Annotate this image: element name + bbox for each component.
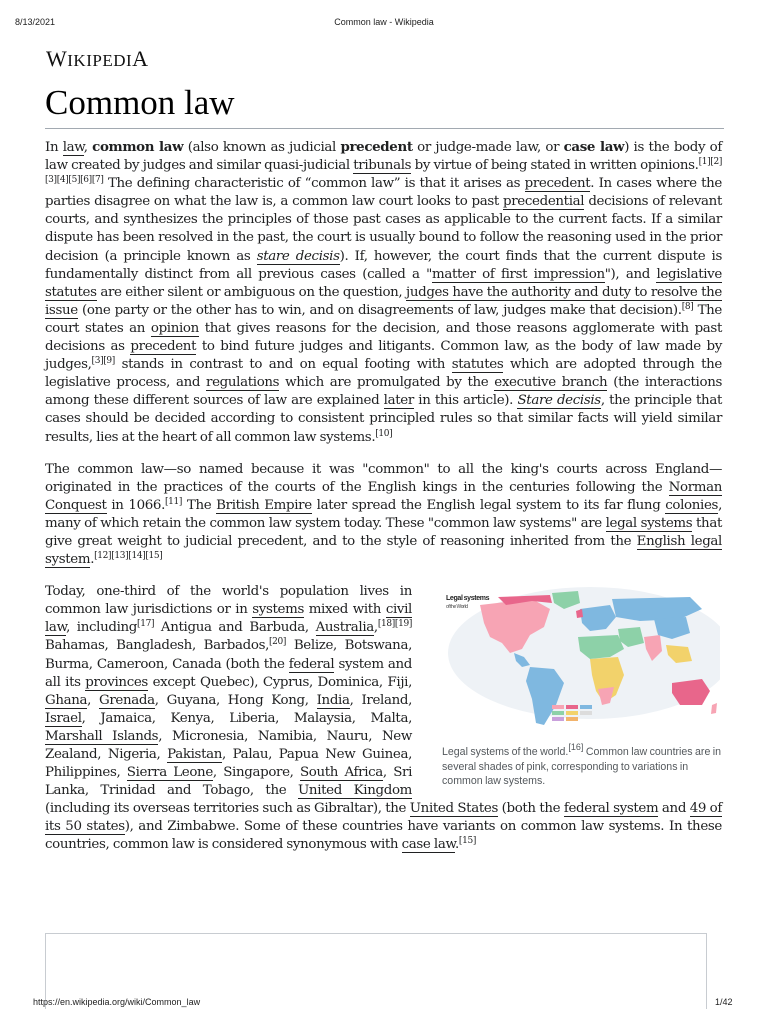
link-israel[interactable]: Israel (45, 710, 82, 726)
map-legend-7 (552, 717, 564, 721)
link-british-empire[interactable]: British Empire (216, 497, 312, 513)
print-url: https://en.wikipedia.org/wiki/Common_law (33, 997, 201, 1007)
link-regulations[interactable]: regulations (206, 375, 280, 391)
ref-13[interactable]: [13] (111, 551, 129, 562)
figure-caption: Legal systems of the world.[16] Common law countries are in several shades of pink, corresponding to variations in common law systems. (442, 742, 722, 788)
link-colonies[interactable]: colonies (665, 497, 719, 513)
map-legend-4 (552, 711, 564, 715)
map-figure (440, 587, 722, 789)
map-legend-8 (566, 717, 578, 721)
ref-19[interactable]: [19] (394, 619, 412, 630)
print-date: 8/13/2021 (15, 17, 56, 27)
link-systems[interactable]: systems (252, 602, 304, 618)
ref-10[interactable]: [10] (375, 428, 393, 439)
link-stare-decisis[interactable]: stare decisis (256, 248, 340, 264)
link-opinion[interactable]: opinion (150, 320, 199, 336)
map-title-line1: Legal systems (446, 595, 490, 603)
ref-17[interactable]: [17] (137, 619, 155, 630)
link-india[interactable]: India (316, 692, 350, 708)
map-legend-3 (580, 705, 592, 709)
link-english-legal-system[interactable]: English legal system (45, 533, 722, 568)
ref-15[interactable]: [15] (145, 551, 163, 562)
ref-12[interactable]: [12] (94, 551, 112, 562)
link-provinces[interactable]: provinces (85, 674, 148, 690)
page-title: Common law (45, 83, 235, 122)
link-stare-decisis-2[interactable]: Stare decisis (517, 393, 601, 409)
link-executive-branch[interactable]: executive branch (494, 375, 608, 391)
link-legislative-statutes[interactable]: legislative statutes (45, 266, 722, 300)
ref-4[interactable]: [4] (56, 175, 69, 186)
print-page-number: 1/42 (715, 997, 733, 1007)
map-legend-1 (552, 705, 564, 709)
logo-w: W (46, 46, 68, 71)
ref-3[interactable]: [3] (45, 175, 57, 186)
map-legend-6 (580, 711, 592, 715)
map-title-line2: of the World (446, 604, 468, 611)
link-norman-conquest[interactable]: Norman Conquest (45, 479, 722, 513)
ref-7[interactable]: [7] (91, 175, 104, 186)
link-judges-authority[interactable]: judges have the authority and duty to resolve the issue (45, 284, 722, 318)
link-pakistan[interactable]: Pakistan (167, 747, 223, 762)
link-case-law[interactable]: case law (563, 139, 625, 155)
ref-3b[interactable]: [3] (91, 356, 104, 367)
term-case-law[interactable] (564, 139, 625, 155)
link-federal-system[interactable]: federal system (563, 801, 659, 817)
logo-a: A (132, 46, 149, 71)
link-49-states[interactable]: 49 of its 50 states (45, 801, 722, 835)
term-precedent: precedent (340, 139, 413, 155)
link-federal[interactable]: federal (288, 656, 335, 672)
link-precedent-2[interactable]: precedent (130, 339, 197, 355)
link-law[interactable]: law (62, 140, 84, 155)
article-body (45, 138, 722, 855)
link-ghana[interactable]: Ghana (45, 692, 88, 708)
ref-1[interactable]: [1] (698, 157, 711, 168)
link-united-states[interactable]: United States (409, 801, 498, 817)
link-united-kingdom[interactable]: United Kingdom (297, 783, 413, 799)
ref-15b[interactable]: [15] (458, 836, 476, 847)
link-precedential[interactable]: precedential (503, 194, 585, 210)
paragraph-history: The common law—so named because it was "common" to all the king's courts across England—originated in the practices of the courts of the English kings in the centuries following the Norman Conquest in 1066.[11] The British Empire later spread the English legal system to its far flung colonies, many of which retain the common law system today. These "common law systems" are legal systems that give great weight to judicial precedent, and to the style of reasoning inherited from the English legal system.[12][13][14][15] (45, 461, 722, 568)
map-legend-5 (566, 711, 578, 715)
print-doc-title: Common law - Wikipedia (334, 17, 434, 27)
link-sierra-leone[interactable]: Sierra Leone (126, 765, 213, 781)
ref-6[interactable]: [6] (80, 175, 92, 186)
paragraph-intro: In law, common law (also known as judicial precedent or judge-made law, or case law) is the body of law created by judges and similar quasi-judicial tribunals by virtue of being stated in written opinions.[1][2][3][4][5][6][7] The defining characteristic of “common law” is that it arises as precedent. In cases where the parties disagree on what the law is, a common law court looks to past precedential decisions of relevant courts, and synthesizes the principles of those past cases as applicable to the current facts. If a similar dispute has been resolved in the past, the court is usually bound to follow the reasoning used in the prior decision (a principle known as stare decisis). If, however, the court finds that the current dispute is fundamentally distinct from all previous cases (called a "matter of first impression"), and legislative statutes are either silent or ambiguous on the question, judges have the authority and duty to resolve the issue (one party or the other has to win, and on disagreements of law, judges make that decision).[8] The court states an opinion that gives reasons for the decision, and those reasons agglomerate with past decisions as precedent to bind future judges and litigants. Common law, as the body of law made by judges,[3][9] stands in contrast to and on equal footing with statutes which are adopted through the legislative process, and regulations which are promulgated by the executive branch (the interactions among these different sources of law are explained later in this article). Stare decisis, the principle that cases should be decided according to consistent principled rules so that similar facts will yield similar results, lies at the heart of all common law systems.[10] (45, 139, 722, 445)
link-later[interactable]: later (383, 393, 414, 409)
link-grenada[interactable]: Grenada (99, 692, 155, 708)
link-marshall-islands[interactable]: Marshall Islands (45, 728, 159, 744)
ref-2[interactable]: [2] (710, 157, 722, 168)
ref-14[interactable]: [14] (128, 551, 146, 562)
ref-18[interactable]: [18] (377, 619, 395, 630)
link-case-law-2[interactable]: case law (401, 837, 455, 853)
ref-5[interactable]: [5] (68, 175, 81, 186)
title-rule (45, 128, 724, 129)
link-australia[interactable]: Australia (315, 620, 374, 636)
link-legal-systems[interactable]: legal systems (605, 515, 693, 531)
link-tribunals[interactable]: tribunals (353, 158, 412, 174)
link-precedent[interactable]: precedent (524, 176, 591, 192)
term-common-law: common law (92, 139, 184, 155)
logo-rest: IKIPEDI (67, 51, 133, 70)
ref-20[interactable]: [20] (269, 637, 287, 648)
map-legend-2 (566, 705, 578, 709)
link-statutes[interactable]: statutes (451, 357, 504, 373)
link-civil-law[interactable]: civil law (45, 602, 412, 636)
ref-9[interactable]: [9] (103, 356, 115, 367)
link-south-africa[interactable]: South Africa (299, 765, 383, 781)
legal-systems-world-map[interactable] (440, 587, 720, 739)
paragraph-jurisdictions: Legal systems of the World Legal systems of the world.[16] Common law countries are in several shades of pink, corresponding to variations in common law systems. Today, one-third of the world's population lives in common law jurisdictions or in systems mixed with civil law, including[17] Antigua and Barbuda, Australia,[18][19] Bahamas, Bangladesh, Barbados,[20] Belize, Botswana, Burma, Cameroon, Canada (both the federal system and all its provinces except Quebec), Cyprus, Dominica, Fiji, Ghana, Grenada, Guyana, Hong Kong, India, Ireland, Israel, Jamaica, Kenya, Liberia, Malaysia, Malta, Marshall Islands, Micronesia, Namibia, Nauru, New Zealand, Nigeria, Pakistan, Palau, Papua New Guinea, Philippines, Sierra Leone, Singapore, South Africa, Sri Lanka, Trinidad and Tobago, the United Kingdom (including its overseas territories such as Gibraltar), the United States (both the federal system and 49 of its 50 states), and Zimbabwe. Some of these countries have variants on common law systems. In these countries, common law is considered synonymous with case law.[15] (45, 583, 722, 854)
ref-8[interactable]: [8] (681, 301, 694, 312)
wikipedia-logo[interactable] (46, 46, 149, 72)
ref-11[interactable]: [11] (164, 496, 183, 507)
ref-16[interactable]: [16] (568, 742, 584, 753)
link-matter-of-first-impression[interactable]: matter of first impression (431, 266, 605, 282)
